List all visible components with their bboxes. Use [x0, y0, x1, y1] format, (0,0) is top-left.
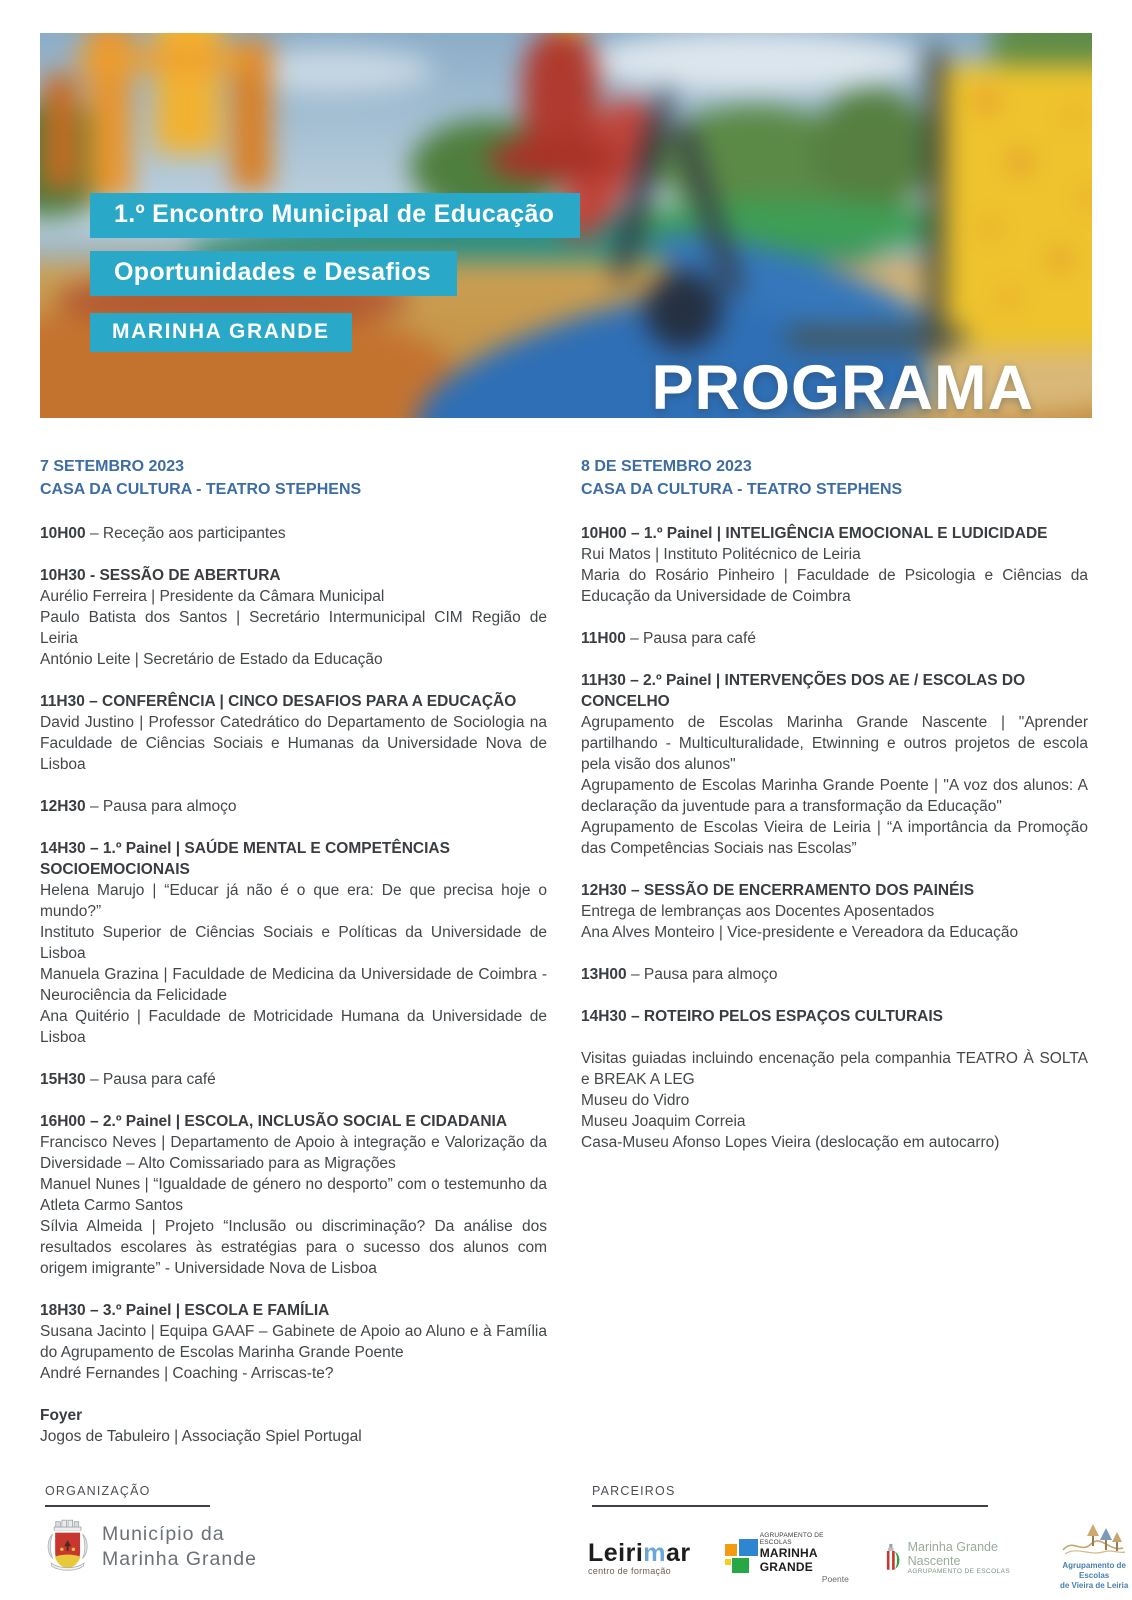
- poente-sub: Poente: [821, 1573, 849, 1584]
- trees-icon: [1059, 1524, 1129, 1558]
- event-time-title: 10H00: [40, 525, 86, 542]
- event-time-title: 11H30 – 2.º Painel | INTERVENÇÕES DOS AE / ESCOLAS DO CONCELHO: [581, 672, 1026, 710]
- partners-label: PARCEIROS: [592, 1484, 676, 1498]
- vieira-text: [1056, 1561, 1132, 1591]
- leirimar-text-1: Leiri: [588, 1539, 644, 1567]
- hero-art-shape: [944, 65, 1092, 350]
- event-detail-line: Aurélio Ferreira | Presidente da Câmara Municipal: [40, 588, 385, 605]
- event-detail-line: Sílvia Almeida | Projeto “Inclusão ou discriminação? Da análise dos resultados escolares às estratégias para o sucesso dos alunos com origem imigrante” - Universidade Nova de Lisboa: [40, 1218, 547, 1277]
- event-time-title: 10H30 - SESSÃO DE ABERTURA: [40, 567, 281, 584]
- water-tower-icon: [883, 1540, 902, 1576]
- event-heading-rest: – Pausa para café: [85, 1071, 216, 1088]
- vieira-name-line1: Agrupamento de Escolas: [1062, 1561, 1126, 1580]
- municipality-name-line1: Município da: [102, 1523, 225, 1545]
- organization-label: ORGANIZAÇÃO: [45, 1484, 151, 1498]
- partners-section: [592, 1484, 988, 1507]
- event-block: [40, 1300, 547, 1384]
- event-block: [581, 880, 1088, 943]
- day-venue: CASA DA CULTURA - TEATRO STEPHENS: [581, 481, 903, 498]
- event-heading: [40, 1111, 547, 1132]
- municipality-logo: [45, 1518, 257, 1576]
- event-lines: [40, 1321, 547, 1384]
- leirimar-logo: [588, 1539, 691, 1576]
- event-heading: [40, 1069, 547, 1090]
- partner-logos-row: [588, 1524, 1132, 1591]
- event-detail-line: Manuel Nunes | “Igualdade de género no desporto” com o testemunho da Atleta Carmo Santos: [40, 1176, 547, 1214]
- poente-school-logo: [725, 1532, 849, 1584]
- event-block: [40, 565, 547, 670]
- program-heading: PROGRAMA: [651, 353, 1034, 418]
- leirimar-text-2: ar: [666, 1539, 691, 1567]
- event-detail-line: Ana Alves Monteiro | Vice-presidente e Vereadora da Educação: [581, 924, 1019, 941]
- event-heading: [40, 796, 547, 817]
- event-block: [40, 1111, 547, 1279]
- leirimar-wordmark: [588, 1539, 691, 1568]
- event-block: [40, 1069, 547, 1090]
- event-detail-line: Helena Marujo | “Educar já não é o que era: De que precisa hoje o mundo?”: [40, 882, 547, 920]
- event-block: [581, 1048, 1088, 1153]
- event-time-title: 10H00 – 1.º Painel | INTELIGÊNCIA EMOCIONAL E LUDICIDADE: [581, 525, 1048, 542]
- day-column-7-september: [40, 455, 547, 1468]
- event-subtitle: Oportunidades e Desafios: [90, 251, 457, 296]
- event-heading: [581, 523, 1088, 544]
- event-heading: [581, 880, 1088, 901]
- event-block: [581, 1006, 1088, 1027]
- day-header: [581, 455, 1088, 501]
- event-lines: [581, 544, 1088, 607]
- hero-title-block: [90, 193, 580, 352]
- hero-art-shape: [811, 88, 933, 213]
- day-column-8-september: [581, 455, 1088, 1468]
- event-heading-rest: – Pausa para almoço: [85, 798, 237, 815]
- event-list: [40, 523, 547, 1447]
- event-detail-line: Visitas guiadas incluindo encenação pela companhia TEATRO À SOLTA e BREAK A LEG: [581, 1050, 1088, 1088]
- event-heading: [581, 670, 1088, 712]
- event-detail-line: Agrupamento de Escolas Marinha Grande Nascente | "Aprender partilhando - Multiculturalidade, Etwinning e outros projetos de escola pela visão dos alunos": [581, 714, 1088, 773]
- event-block: [40, 691, 547, 775]
- vieira-name-line2: de Vieira de Leiria: [1059, 1581, 1129, 1590]
- colored-squares-icon: [725, 1539, 753, 1577]
- poente-top-line: AGRUPAMENTO DE ESCOLAS: [759, 1531, 824, 1546]
- event-heading: [40, 1300, 547, 1321]
- event-detail-line: Casa-Museu Afonso Lopes Vieira (deslocação em autocarro): [581, 1134, 1000, 1151]
- event-detail-line: Susana Jacinto | Equipa GAAF – Gabinete de Apoio ao Aluno e à Família do Agrupamento de Escolas Marinha Grande Poente: [40, 1323, 547, 1361]
- event-lines: [40, 880, 547, 1048]
- event-heading-rest: – Pausa para almoço: [626, 966, 778, 983]
- event-time-title: 11H30 – CONFERÊNCIA | CINCO DESAFIOS PARA A EDUCAÇÃO: [40, 693, 517, 710]
- event-time-title: 12H30 – SESSÃO DE ENCERRAMENTO DOS PAINÉIS: [581, 882, 975, 899]
- event-heading-rest: – Receção aos participantes: [85, 525, 286, 542]
- event-lines: [581, 1048, 1088, 1153]
- poente-name: MARINHA GRANDE: [759, 1545, 818, 1574]
- event-detail-line: Ana Quitério | Faculdade de Motricidade Humana da Universidade de Lisboa: [40, 1008, 547, 1046]
- event-heading: [40, 1405, 547, 1426]
- event-detail-line: Agrupamento de Escolas Marinha Grande Poente | "A voz dos alunos: A declaração da juventude para a transformação da Educação": [581, 777, 1088, 815]
- event-detail-line: Instituto Superior de Ciências Sociais e Políticas da Universidade de Lisboa: [40, 924, 547, 962]
- divider: [592, 1505, 988, 1507]
- event-detail-line: Rui Matos | Instituto Politécnico de Leiria: [581, 546, 861, 563]
- hero-image: [40, 33, 1092, 418]
- event-detail-line: Maria do Rosário Pinheiro | Faculdade de Psicologia e Ciências da Educação da Universidade de Coimbra: [581, 567, 1088, 605]
- leirimar-text-m: m: [643, 1539, 667, 1567]
- hero-art-shape: [488, 137, 621, 182]
- event-block: [40, 1405, 547, 1447]
- event-time-title: 11H00: [581, 630, 626, 647]
- coat-of-arms-icon: [45, 1518, 91, 1576]
- event-time-title: 14H30 – 1.º Painel | SAÚDE MENTAL E COMPETÊNCIAS SOCIOEMOCIONAIS: [40, 840, 450, 878]
- day-header: [40, 455, 547, 501]
- event-detail-line: Museu Joaquim Correia: [581, 1113, 746, 1130]
- event-heading: [40, 565, 547, 586]
- event-time-title: 15H30: [40, 1071, 86, 1088]
- nascente-school-logo: [883, 1540, 1022, 1576]
- event-detail-line: Museu do Vidro: [581, 1092, 690, 1109]
- event-heading-rest: – Pausa para café: [625, 630, 756, 647]
- day-venue: CASA DA CULTURA - TEATRO STEPHENS: [40, 481, 362, 498]
- nascente-text: [908, 1540, 1023, 1575]
- event-time-title: 14H30 – ROTEIRO PELOS ESPAÇOS CULTURAIS: [581, 1008, 944, 1025]
- vieira-school-logo: [1056, 1524, 1132, 1591]
- event-detail-line: António Leite | Secretário de Estado da Educação: [40, 651, 383, 668]
- event-detail-line: Jogos de Tabuleiro | Associação Spiel Portugal: [40, 1428, 362, 1445]
- organization-section: [45, 1484, 210, 1507]
- event-detail-line: David Justino | Professor Catedrático do Departamento de Sociologia na Faculdade de Ciências Sociais e Humanas da Universidade Nova de Lisboa: [40, 714, 547, 773]
- event-detail-line: Paulo Batista dos Santos | Secretário Intermunicipal CIM Região de Leiria: [40, 609, 547, 647]
- event-detail-line: André Fernandes | Coaching - Arriscas-te?: [40, 1365, 334, 1382]
- event-block: [40, 523, 547, 544]
- event-time-title: 16H00 – 2.º Painel | ESCOLA, INCLUSÃO SOCIAL E CIDADANIA: [40, 1113, 508, 1130]
- hero-art-shape: [77, 48, 255, 70]
- event-detail-line: Francisco Neves | Departamento de Apoio à integração e Valorização da Diversidade – Alto Comissariado para as Migrações: [40, 1134, 547, 1172]
- event-time-title: 18H30 – 3.º Painel | ESCOLA E FAMÍLIA: [40, 1302, 330, 1319]
- event-lines: [40, 712, 547, 775]
- hero-art-shape: [927, 48, 944, 360]
- leirimar-subtitle: centro de formação: [588, 1566, 671, 1576]
- event-lines: [40, 1426, 547, 1447]
- event-list: [581, 523, 1088, 1153]
- hero-art-shape: [588, 33, 922, 92]
- event-detail-line: Agrupamento de Escolas Vieira de Leiria | “A importância da Promoção das Competências Sociais nas Escolas”: [581, 819, 1088, 857]
- event-detail-line: Manuela Grazina | Faculdade de Medicina da Universidade de Coimbra - Neurociência da Felicidade: [40, 966, 547, 1004]
- event-time-title: Foyer: [40, 1407, 83, 1424]
- event-block: [581, 523, 1088, 607]
- event-lines: [581, 901, 1088, 943]
- event-heading: [40, 838, 547, 880]
- municipality-name: [102, 1522, 257, 1572]
- nascente-sub: AGRUPAMENTO DE ESCOLAS: [907, 1568, 1011, 1575]
- event-heading: [40, 523, 547, 544]
- event-heading: [581, 1006, 1088, 1027]
- schedule: [40, 455, 1088, 1468]
- poente-text: [760, 1532, 849, 1584]
- event-detail-line: Entrega de lembranças aos Docentes Aposentados: [581, 903, 935, 920]
- event-location: MARINHA GRANDE: [90, 313, 352, 352]
- event-heading: [581, 628, 1088, 649]
- event-time-title: 12H30: [40, 798, 86, 815]
- event-time-title: 13H00: [581, 966, 627, 983]
- day-date: 8 DE SETEMBRO 2023: [581, 458, 752, 475]
- event-block: [40, 838, 547, 1048]
- event-lines: [581, 712, 1088, 859]
- event-lines: [40, 586, 547, 670]
- event-heading: [40, 691, 547, 712]
- hero-art-shape: [644, 270, 722, 350]
- hero-art-shape: [788, 328, 966, 346]
- event-title: 1.º Encontro Municipal de Educação: [90, 193, 580, 238]
- event-block: [581, 670, 1088, 859]
- nascente-name: Marinha Grande Nascente: [907, 1540, 998, 1568]
- day-date: 7 SETEMBRO 2023: [40, 458, 185, 475]
- divider: [45, 1505, 210, 1507]
- municipality-name-line2: Marinha Grande: [102, 1548, 257, 1570]
- event-heading: [581, 964, 1088, 985]
- event-block: [40, 796, 547, 817]
- event-block: [581, 628, 1088, 649]
- event-lines: [40, 1132, 547, 1279]
- hero-art-shape: [43, 74, 76, 190]
- event-block: [581, 964, 1088, 985]
